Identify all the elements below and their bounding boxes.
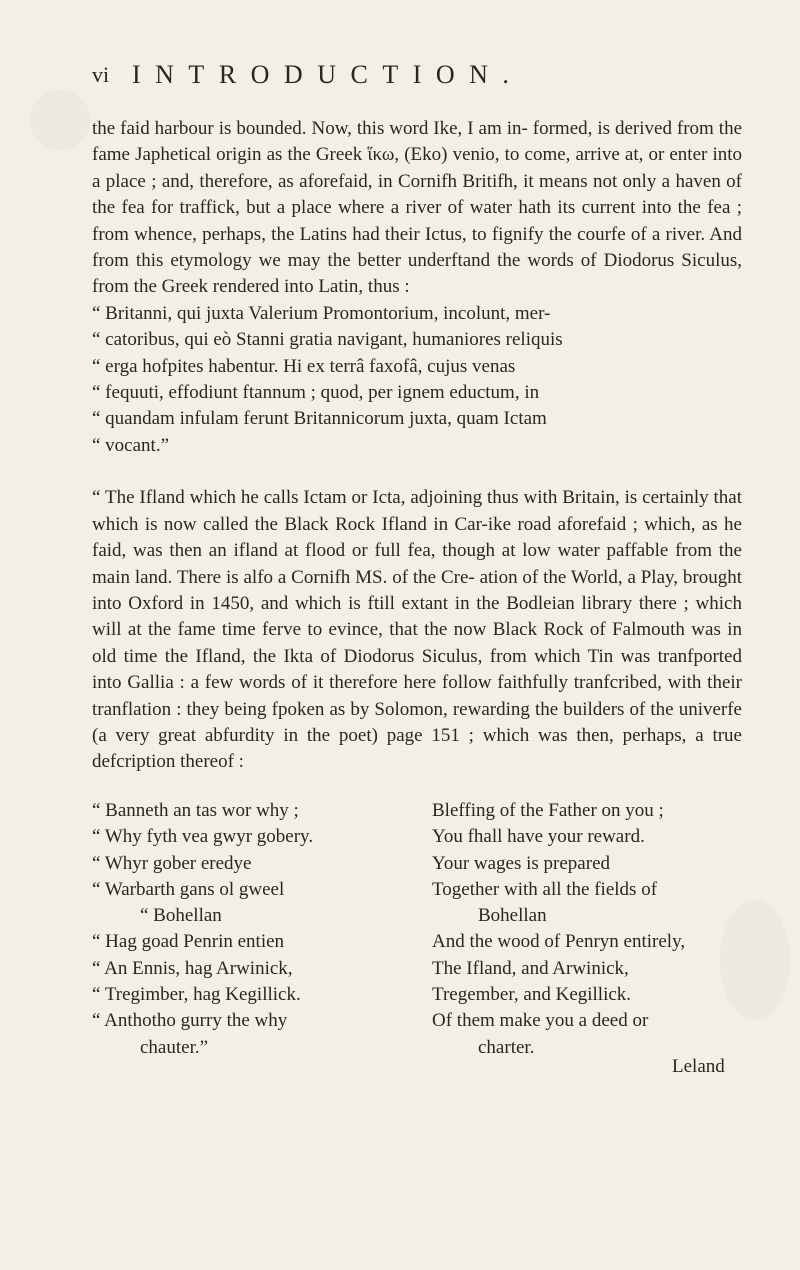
verse-line: “ Banneth an tas wor why ; <box>92 800 299 821</box>
verse-line: Of them make you a deed or <box>432 1010 649 1032</box>
quote-line: “ Britanni, qui juxta Valerium Promontorium, incolunt, mer- <box>92 302 551 324</box>
verse-line: Tregember, and Kegillick. <box>432 984 632 1006</box>
quote-line: “ erga hofpites habentur. Hi ex terrâ faxofâ, cujus venas <box>92 355 516 377</box>
verse-line: “ Whyr gober eredye <box>92 852 252 874</box>
quote-line: “ quandam infulam ferunt Britannicorum juxta, quam Ictam <box>92 408 547 430</box>
quote-line: “ catoribus, qui eò Stanni gratia navigant, humaniores reliquis <box>92 329 563 351</box>
verse-line: “ Warbarth gans ol gweel <box>92 878 285 900</box>
cornish-verse-column <box>92 798 432 1061</box>
verse-line: charter. <box>478 1036 535 1058</box>
paragraph: the faid harbour is bounded. Now, this word Ike, I am in- formed, is derived from the fame Japhetical origin as the Greek ἵκω, (Eko) venio, to come, arrive at, or enter into a place ; and, therefore, as aforefaid, in Cornifh Britifh, it means not only a haven of the fea for traffick, but a place where a river of water hath its current into the fea ; from whence, perhaps, the Latins had their Ictus, to fignify the courfe of a river. And from this etymology we may the better underftand the words of Diodorus Siculus, from the Greek rendered into Latin, thus : <box>92 118 742 298</box>
verse-line: Your wages is prepared <box>432 852 611 874</box>
running-header <box>92 60 732 100</box>
paragraph: “ The Ifland which he calls Ictam or Icta, adjoining thus with Britain, is certainly that which is now called the Black Rock Ifland in Car-ike road aforefaid ; which, as he faid, was then an ifland at flood or full fea, though at low water paffable from the main land. There is alfo a Cornifh MS. of the Cre- ation of the World, a Play, brought into Oxford in 1450, and which is ftill extant in the Bodleian library there ; which will at the fame time ferve to evince, that the now Black Rock of Falmouth was in old time the Ifland, the Ikta of Diodorus Siculus, from which Tin was tranfported into Gallia : a few words of it therefore here follow faithfully tranfcribed, with their tranflation : they being fpoken as by Solomon, rewarding the builders of the univerfe (a very great abfurdity in the poet) page 151 ; which was then, perhaps, a true defcription thereof : <box>92 487 742 773</box>
quote-line: “ vocant.” <box>92 434 170 456</box>
verse-line: You fhall have your reward. <box>432 826 645 848</box>
body-text <box>92 116 742 776</box>
verse-line: “ An Ennis, hag Arwinick, <box>92 957 293 979</box>
verse-line: Bleffing of the Father on you ; <box>432 800 664 821</box>
verse-line: “ Tregimber, hag Kegillick. <box>92 984 301 1006</box>
verse-line: “ Hag goad Penrin entien <box>92 931 285 953</box>
verse-line: And the wood of Penryn entirely, <box>432 931 686 953</box>
catchword: Leland <box>672 1056 725 1077</box>
paper-stain <box>30 90 90 150</box>
latin-quotation <box>92 301 742 459</box>
verse-line: “ Anthotho gurry the why <box>92 1010 288 1032</box>
page-number: vi <box>92 62 110 87</box>
running-title: INTRODUCTION. <box>132 60 524 89</box>
verse-line: Bohellan <box>478 905 547 927</box>
verse-line: Together with all the fields of <box>432 878 658 900</box>
verse-line: “ Why fyth vea gwyr gobery. <box>92 826 314 848</box>
quote-line: “ fequuti, effodiunt ftannum ; quod, per ignem eductum, in <box>92 382 540 404</box>
verse-line: chauter.” <box>140 1036 209 1058</box>
verse-line: “ Bohellan <box>140 905 222 927</box>
english-verse-column <box>432 798 752 1061</box>
verse-line: The Ifland, and Arwinick, <box>432 957 629 979</box>
